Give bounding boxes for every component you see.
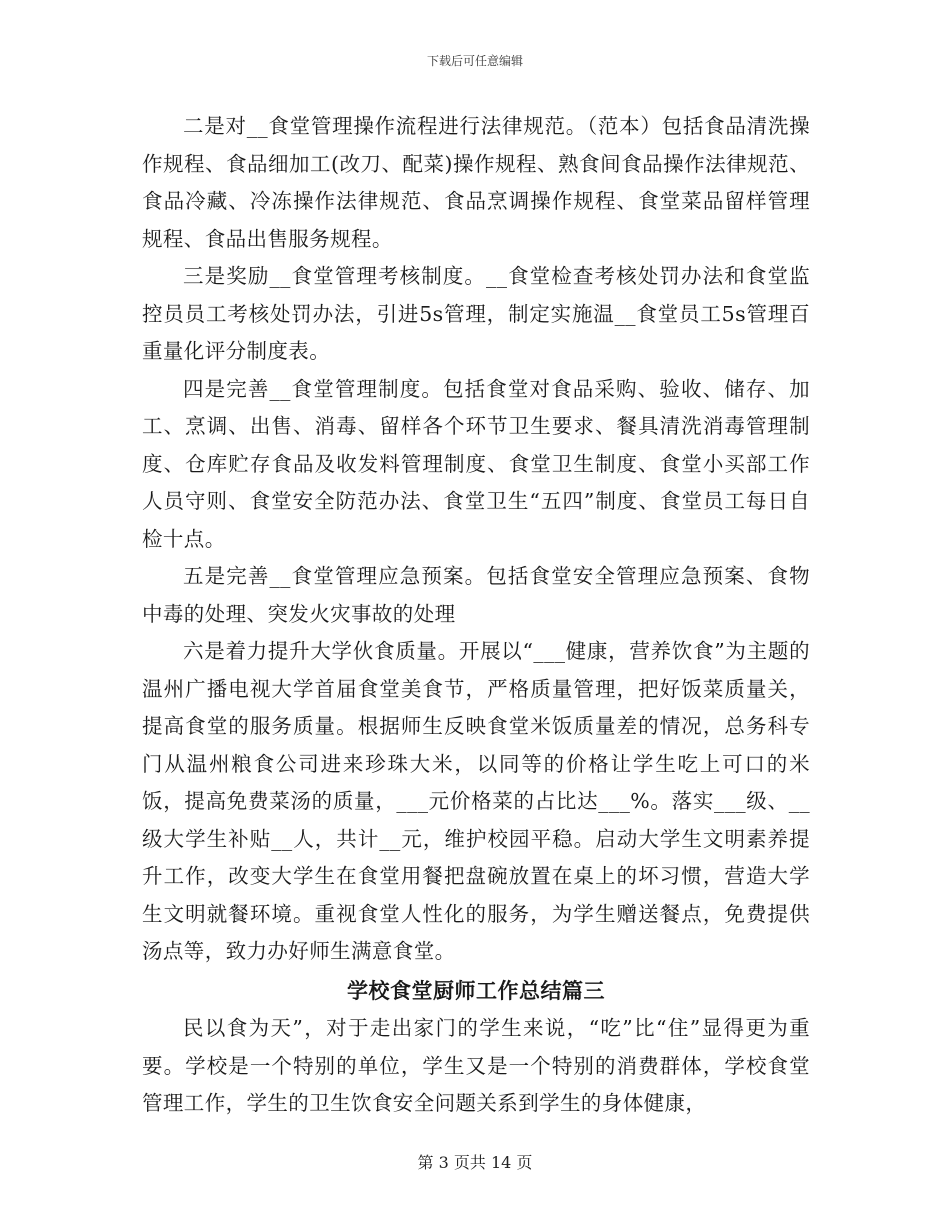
page-header: 下载后可任意编辑 — [426, 54, 523, 68]
section-heading: 学校食堂厨师工作总结篇三 — [347, 978, 605, 1003]
page-footer: 第 3 页共 14 页 — [417, 1153, 533, 1172]
paragraph-2: 二是对__食堂管理操作流程进行法律规范。（范本）包括食品清洗操作规程、食品细加工(改刀、配菜)操作规程、熟食间食品操作法律规范、食品冷藏、冷冻操作法律规范、食品烹调操作规程、食堂菜品留样管理规程、食品出售服务规程。 — [142, 114, 810, 251]
paragraph-6: 六是着力提升大学伙食质量。开展以“___健康，营养饮食”为主题的温州广播电视大学首届食堂美食节，严格质量管理，把好饭菜质量关，提高食堂的服务质量。根据师生反映食堂米饭质量差的情况，总务科专门从温州粮食公司进来珍珠大米，以同等的价格让学生吃上可口的米饭，提高免费菜汤的质量，___元价格菜的占比达___%。落实___级、__级大学生补贴__人，共计__元，维护校园平稳。启动大学生文明素养提升工作，改变大学生在食堂用餐把盘碗放置在桌上的坏习惯，营造大学生文明就餐环境。重视食堂人性化的服务，为学生赠送餐点，免费提供汤点等，致力办好师生满意食堂。 — [142, 639, 810, 963]
paragraph-4: 四是完善__食堂管理制度。包括食堂对食品采购、验收、储存、加工、烹调、出售、消毒、留样各个环节卫生要求、餐具清洗消毒管理制度、仓库贮存食品及收发料管理制度、食堂卫生制度、食堂小买部工作人员守则、食堂安全防范办法、食堂卫生“五四”制度、食堂员工每日自检十点。 — [142, 376, 810, 551]
paragraph-5: 五是完善__食堂管理应急预案。包括食堂安全管理应急预案、食物中毒的处理、突发火灾事故的处理 — [142, 564, 810, 626]
document-body — [142, 108, 810, 1123]
paragraph-3: 三是奖励__食堂管理考核制度。__食堂检查考核处罚办法和食堂监控员员工考核处罚办法，引进5s管理，制定实施温__食堂员工5s管理百重量化评分制度表。 — [142, 264, 810, 363]
section-paragraph: 民以食为天”，对于走出家门的学生来说，“吃”比“住”显得更为重要。学校是一个特别的单位，学生又是一个特别的消费群体，学校食堂管理工作，学生的卫生饮食安全问题关系到学生的身体健康， — [142, 1016, 810, 1115]
